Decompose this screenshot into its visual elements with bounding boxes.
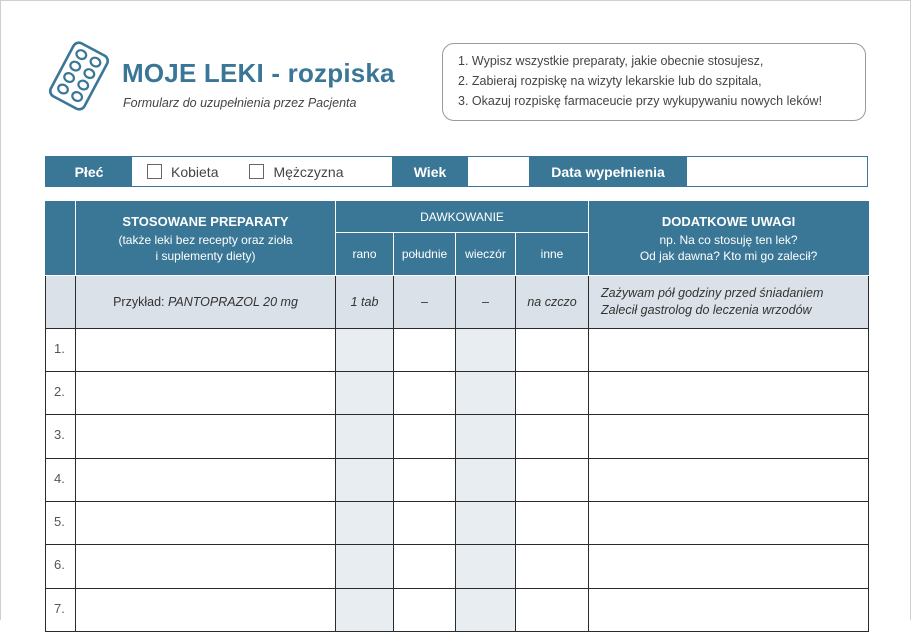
- dose-morning-cell[interactable]: [336, 329, 394, 372]
- table-row: [46, 589, 869, 632]
- dose-other-cell[interactable]: [516, 545, 589, 589]
- drug-cell[interactable]: [76, 459, 336, 502]
- header-drugs: [76, 202, 336, 276]
- notes-cell[interactable]: [589, 459, 869, 502]
- table-row: [46, 459, 869, 502]
- header-dose-evening: wieczór: [456, 233, 516, 276]
- header-drugs-sub: (także leki bez recepty oraz zioła: [118, 232, 293, 247]
- example-number-cell: [46, 276, 76, 329]
- dose-evening-cell[interactable]: [456, 329, 516, 372]
- notes-cell[interactable]: [589, 372, 869, 415]
- dose-morning-cell[interactable]: [336, 589, 394, 632]
- dose-morning-cell[interactable]: [336, 372, 394, 415]
- female-label: Kobieta: [171, 163, 219, 180]
- header-notes-sub: Od jak dawna? Kto mi go zalecił?: [639, 248, 818, 263]
- female-checkbox[interactable]: [147, 164, 162, 179]
- page-title: MOJE LEKI - rozpiska: [122, 58, 395, 88]
- instruction-line: 2. Zabieraj rozpiskę na wizyty lekarskie lub do szpitala,: [458, 74, 762, 88]
- header-drugs-title: STOSOWANE PREPARATY: [122, 213, 289, 229]
- table-row: [46, 329, 869, 372]
- dose-morning-cell[interactable]: [336, 502, 394, 545]
- drug-cell[interactable]: [76, 329, 336, 372]
- dose-noon-cell[interactable]: [394, 372, 456, 415]
- male-label: Mężczyzna: [273, 163, 344, 180]
- notes-cell[interactable]: [589, 589, 869, 632]
- dose-other-cell[interactable]: [516, 372, 589, 415]
- dose-noon-cell[interactable]: [394, 502, 456, 545]
- drug-cell[interactable]: [76, 372, 336, 415]
- example-dose-noon: –: [394, 276, 456, 329]
- dose-other-cell[interactable]: [516, 329, 589, 372]
- example-drug-cell: [76, 276, 336, 329]
- header-dosage: DAWKOWANIE: [336, 202, 589, 233]
- header-drugs-sub: i suplementy diety): [155, 248, 256, 263]
- notes-cell[interactable]: [589, 415, 869, 459]
- medication-table: [45, 201, 869, 632]
- row-number: 2.: [46, 372, 76, 415]
- sex-options: [132, 157, 392, 186]
- row-number: 4.: [46, 459, 76, 502]
- row-number: 7.: [46, 589, 76, 632]
- dose-evening-cell[interactable]: [456, 589, 516, 632]
- header-dose-morning: rano: [336, 233, 394, 276]
- drug-cell[interactable]: [76, 502, 336, 545]
- row-number: 5.: [46, 502, 76, 545]
- table-row: [46, 545, 869, 589]
- example-dose-morning: 1 tab: [336, 276, 394, 329]
- example-row: [46, 276, 869, 329]
- notes-cell[interactable]: [589, 545, 869, 589]
- dose-noon-cell[interactable]: [394, 329, 456, 372]
- example-dose-evening: –: [456, 276, 516, 329]
- example-note-line: Zażywam pół godziny przed śniadaniem: [601, 286, 824, 300]
- dose-noon-cell[interactable]: [394, 545, 456, 589]
- dose-noon-cell[interactable]: [394, 459, 456, 502]
- pill-blister-icon: [46, 40, 112, 112]
- header-notes-sub: np. Na co stosuję ten lek?: [659, 232, 798, 247]
- patient-info-bar: [45, 156, 868, 187]
- table-row: [46, 502, 869, 545]
- example-note-line: Zalecił gastrolog do leczenia wrzodów: [601, 303, 812, 317]
- example-prefix: Przykład:: [113, 295, 168, 309]
- table-row: [46, 372, 869, 415]
- row-number: 3.: [46, 415, 76, 459]
- date-label: Data wypełnienia: [529, 157, 687, 186]
- age-label: Wiek: [392, 157, 468, 186]
- header-dose-noon: południe: [394, 233, 456, 276]
- example-dose-other: na czczo: [516, 276, 589, 329]
- example-drug-name: PANTOPRAZOL 20 mg: [167, 295, 298, 309]
- dose-evening-cell[interactable]: [456, 372, 516, 415]
- instruction-line: 1. Wypisz wszystkie preparaty, jakie obecnie stosujesz,: [458, 54, 764, 68]
- dose-noon-cell[interactable]: [394, 589, 456, 632]
- notes-cell[interactable]: [589, 502, 869, 545]
- sex-label: Płeć: [46, 157, 132, 186]
- header-number-column: [46, 202, 76, 276]
- header-notes: [589, 202, 869, 276]
- age-field[interactable]: [468, 157, 529, 186]
- male-option[interactable]: [249, 164, 343, 180]
- date-field[interactable]: [687, 157, 867, 186]
- dose-morning-cell[interactable]: [336, 459, 394, 502]
- dose-evening-cell[interactable]: [456, 459, 516, 502]
- female-option[interactable]: [147, 164, 218, 180]
- notes-cell[interactable]: [589, 329, 869, 372]
- dose-other-cell[interactable]: [516, 589, 589, 632]
- table-row: [46, 415, 869, 459]
- dose-evening-cell[interactable]: [456, 545, 516, 589]
- dose-other-cell[interactable]: [516, 459, 589, 502]
- dose-noon-cell[interactable]: [394, 415, 456, 459]
- header-notes-title: DODATKOWE UWAGI: [661, 213, 796, 229]
- male-checkbox[interactable]: [249, 164, 264, 179]
- dose-morning-cell[interactable]: [336, 545, 394, 589]
- example-notes-cell: [589, 276, 869, 329]
- drug-cell[interactable]: [76, 415, 336, 459]
- drug-cell[interactable]: [76, 589, 336, 632]
- page-subtitle: Formularz do uzupełnienia przez Pacjenta: [123, 96, 357, 110]
- dose-other-cell[interactable]: [516, 415, 589, 459]
- dose-other-cell[interactable]: [516, 502, 589, 545]
- dose-evening-cell[interactable]: [456, 415, 516, 459]
- row-number: 6.: [46, 545, 76, 589]
- instructions-box: [442, 43, 866, 121]
- row-number: 1.: [46, 329, 76, 372]
- drug-cell[interactable]: [76, 545, 336, 589]
- header-dose-other: inne: [516, 233, 589, 276]
- dose-morning-cell[interactable]: [336, 415, 394, 459]
- dose-evening-cell[interactable]: [456, 502, 516, 545]
- instruction-line: 3. Okazuj rozpiskę farmaceucie przy wykupywaniu nowych leków!: [458, 94, 823, 108]
